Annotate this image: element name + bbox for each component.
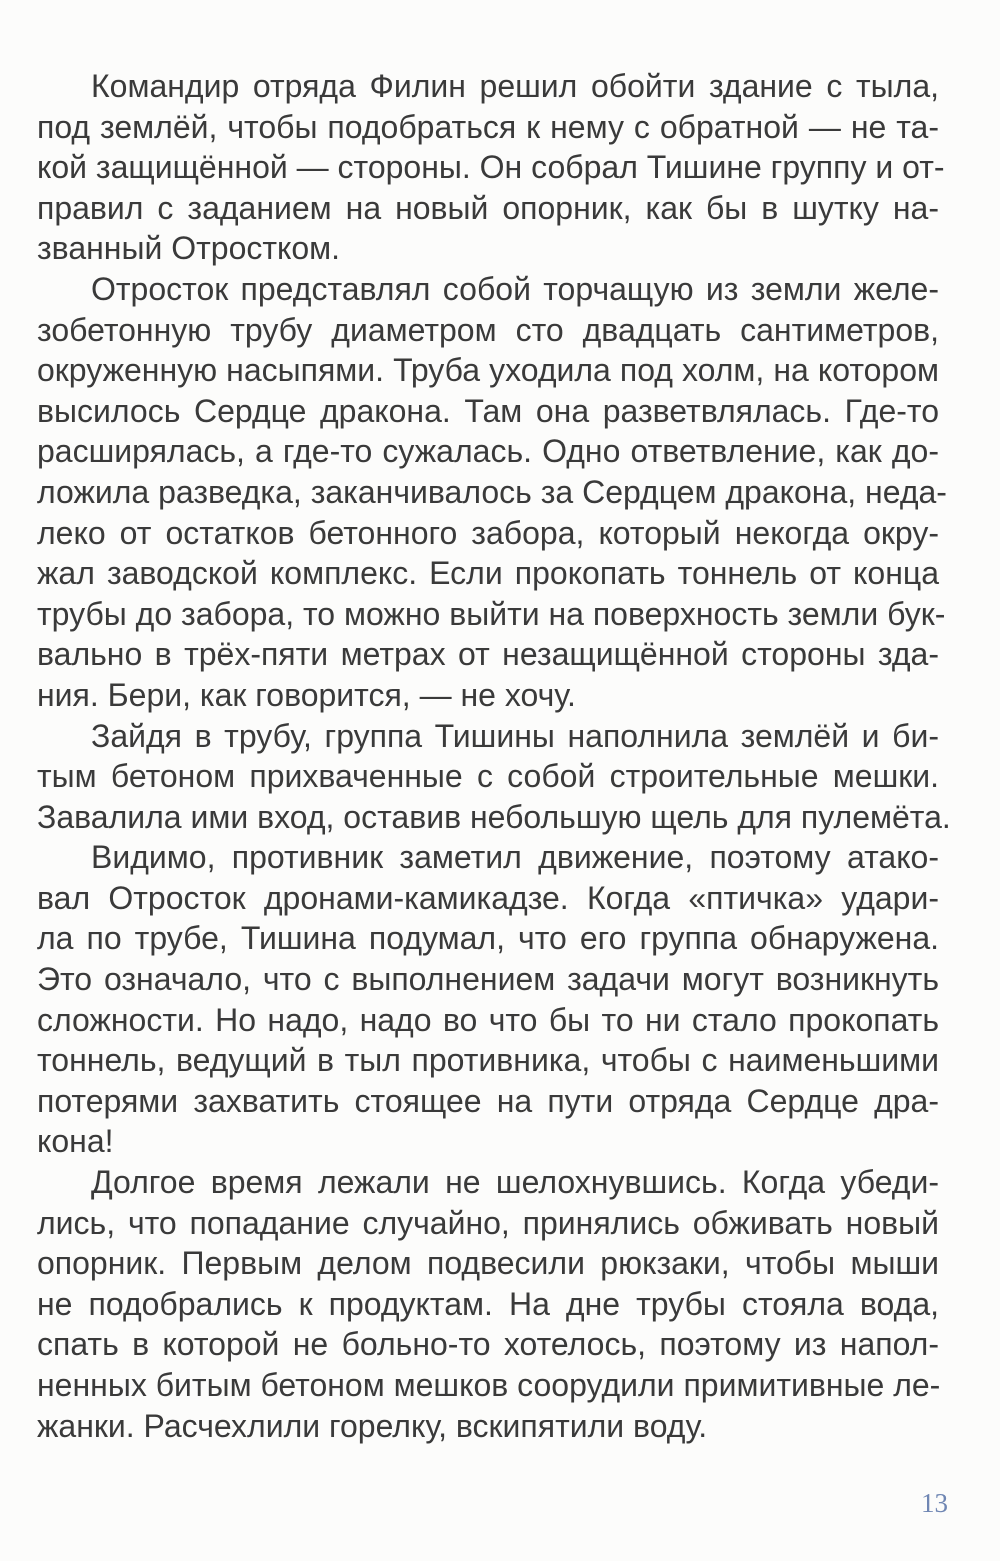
text-line: ложила разведка, заканчивалось за Сердцем дракона, неда- <box>37 473 947 510</box>
text-line: тым бетоном прихваченные с собой строительные мешки. <box>37 758 939 795</box>
text-line: Зайдя в трубу, группа Тишины наполнила землёй и би- <box>91 717 939 754</box>
text-line: лись, что попадание случайно, принялись обживать новый <box>37 1204 939 1241</box>
text-line: спать в которой не больно-то хотелось, поэтому из напол- <box>37 1326 939 1363</box>
text-line: опорник. Первым делом подвесили рюкзаки, чтобы мыши <box>37 1245 939 1282</box>
text-line: кона! <box>37 1123 114 1160</box>
text-line: званный Отростком. <box>37 230 341 267</box>
page-body <box>37 66 951 1446</box>
text-line: ла по трубе, Тишина подумал, что его группа обнаружена. <box>37 920 939 957</box>
text-line: не подобрались к продуктам. На дне трубы стояла вода, <box>37 1285 939 1322</box>
text-line: Отросток представлял собой торчащую из земли желе- <box>91 270 939 307</box>
paragraph-1 <box>37 66 945 269</box>
text-line: жанки. Расчехлили горелку, вскипятили воду. <box>37 1407 708 1444</box>
text-line: трубы до забора, то можно выйти на поверхность земли бук- <box>37 595 946 632</box>
text-line: кой защищённой — стороны. Он собрал Тишине группу и от- <box>37 149 945 186</box>
text-line: жал заводской комплекс. Если прокопать тоннель от конца <box>37 555 939 592</box>
text-line: тоннель, ведущий в тыл противника, чтобы с наименьшими <box>37 1042 939 1079</box>
text-line: Командир отряда Филин решил обойти здание с тыла, <box>91 68 939 104</box>
text-line: правил с заданием на новый опорник, как бы в шутку на- <box>37 189 939 226</box>
page-number: 13 <box>921 1488 948 1518</box>
text-line: Видимо, противник заметил движение, поэтому атако- <box>91 839 939 876</box>
text-line: сложности. Но надо, надо во что бы то ни стало прокопать <box>37 1001 939 1038</box>
text-line: ненных битым бетоном мешков соорудили примитивные ле- <box>37 1367 941 1403</box>
text-line: ния. Бери, как говорится, — не хочу. <box>37 676 576 713</box>
paragraph-2 <box>37 269 947 716</box>
text-line: потерями захватить стоящее на пути отряда Сердце дра- <box>37 1082 939 1119</box>
text-line: леко от остатков бетонного забора, который некогда окру- <box>37 514 939 551</box>
text-line: зобетонную трубу диаметром сто двадцать сантиметров, <box>37 311 939 348</box>
paragraph-3 <box>37 716 951 838</box>
paragraph-4 <box>37 837 939 1162</box>
text-line: окруженную насыпями. Труба уходила под холм, на котором <box>37 352 939 389</box>
text-line: Долгое время лежали не шелохнувшись. Когда убеди- <box>91 1164 939 1201</box>
paragraph-5 <box>37 1162 939 1446</box>
text-line: Завалила ими вход, оставив небольшую щель для пулемёта. <box>37 798 951 835</box>
text-line: расширялась, а где-то сужалась. Одно ответвление, как до- <box>37 433 939 470</box>
text-line: Это означало, что с выполнением задачи могут возникнуть <box>37 961 939 998</box>
text-line: под землёй, чтобы подобраться к нему с обратной — не та- <box>37 108 939 145</box>
text-line: вал Отросток дронами-камикадзе. Когда «птичка» удари- <box>37 879 939 916</box>
text-line: высилось Сердце дракона. Там она разветвлялась. Где-то <box>37 392 939 429</box>
text-line: вально в трёх-пяти метрах от незащищённой стороны зда- <box>37 636 939 673</box>
